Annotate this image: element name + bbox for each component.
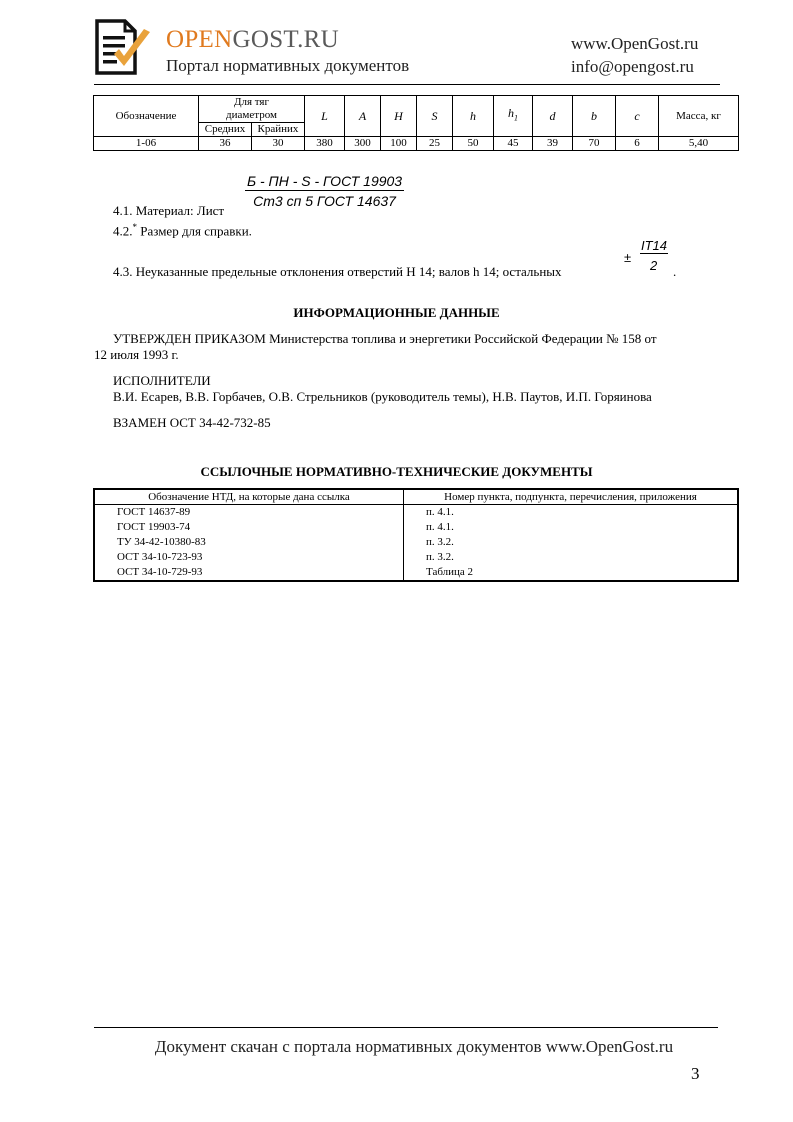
- cell: 1-06: [94, 137, 199, 151]
- cell: 6: [616, 137, 659, 151]
- info-heading: ИНФОРМАЦИОННЫЕ ДАННЫЕ: [293, 305, 500, 320]
- col-h: h: [453, 96, 494, 137]
- h1-label: h: [508, 106, 514, 121]
- tolerance-denominator: 2: [650, 258, 658, 273]
- page-number: 3: [691, 1064, 700, 1083]
- cell: 100: [381, 137, 417, 151]
- table-row: [94, 137, 739, 151]
- brand-part2: GOST.RU: [232, 26, 339, 53]
- footer-divider: [94, 1027, 718, 1028]
- email-link[interactable]: info@opengost.ru: [571, 57, 694, 76]
- h1-subscript: 1: [514, 113, 518, 123]
- col-S: S: [417, 96, 453, 137]
- note-4-2-number: 4.2.: [113, 223, 133, 239]
- refs-col-doc: Обозначение НТД, на которые дана ссылка: [94, 489, 404, 505]
- cell: 30: [252, 137, 305, 151]
- col-mass: Масса, кг: [659, 96, 739, 137]
- ref-clause: Таблица 2: [426, 566, 474, 578]
- ref-doc: ГОСТ 19903-74: [94, 520, 404, 535]
- col-c: c: [616, 96, 659, 137]
- cell: 70: [573, 137, 616, 151]
- cell: 380: [305, 137, 345, 151]
- tolerance-sign: ±: [624, 250, 632, 265]
- cell: 45: [494, 137, 533, 151]
- col-h1: [494, 96, 533, 137]
- col-designation: Обозначение: [94, 96, 199, 137]
- brand-part1: OPEN: [166, 26, 233, 53]
- table-row: [94, 565, 738, 581]
- refs-col-ref: Номер пункта, подпункта, перечисления, приложения: [404, 489, 739, 505]
- approved-line2: 12 июля 1993 г.: [94, 347, 179, 362]
- params-table: [93, 95, 739, 151]
- col-L: L: [305, 96, 345, 137]
- cell: 36: [199, 137, 252, 151]
- note-4-3-end: .: [673, 264, 677, 279]
- replaces-text: ВЗАМЕН ОСТ 34-42-732-85: [113, 415, 271, 430]
- footer-text: Документ скачан с портала нормативных документов www.OpenGost.ru: [154, 1037, 674, 1056]
- brand-name: [166, 26, 339, 54]
- logo-document-check-icon: [94, 18, 152, 76]
- formula-numerator: Б - ПН - S - ГОСТ 19903: [247, 173, 403, 189]
- table-row: [94, 505, 738, 521]
- cell: 50: [453, 137, 494, 151]
- executors-list: В.И. Есарев, В.В. Горбачев, О.В. Стрельников (руководитель темы), Н.В. Паутов, И.П. Горяинова: [113, 389, 652, 404]
- ref-doc: ТУ 34-42-10380-83: [94, 535, 404, 550]
- header-divider: [94, 84, 720, 85]
- ref-clause: п. 4.1.: [426, 506, 454, 518]
- col-H: H: [381, 96, 417, 137]
- table-row: [94, 520, 738, 535]
- approved-line1: УТВЕРЖДЕН ПРИКАЗОМ Министерства топлива и энергетики Российской Федерации № 158 от: [113, 331, 657, 346]
- ref-doc: ГОСТ 14637-89: [94, 505, 404, 521]
- refs-table: [93, 488, 739, 582]
- col-medium: Средних: [199, 123, 252, 137]
- table-row: [94, 550, 738, 565]
- rod-group-line1: Для тяг: [233, 96, 270, 108]
- col-rod-group: [199, 96, 305, 123]
- col-d: d: [533, 96, 573, 137]
- note-4-2-text: Размер для справки.: [137, 223, 252, 239]
- note-4-3: 4.3. Неуказанные предельные отклонения отверстий Н 14; валов h 14; остальных: [113, 264, 562, 279]
- cell: 25: [417, 137, 453, 151]
- col-extreme: Крайних: [252, 123, 305, 137]
- cell: 39: [533, 137, 573, 151]
- col-A: A: [345, 96, 381, 137]
- rod-group-line2: диаметром: [226, 109, 277, 121]
- col-b: b: [573, 96, 616, 137]
- executors-label: ИСПОЛНИТЕЛИ: [113, 373, 211, 388]
- ref-doc: ОСТ 34-10-729-93: [94, 565, 404, 581]
- portal-subtitle: Портал нормативных документов: [166, 56, 410, 75]
- ref-doc: ОСТ 34-10-723-93: [94, 550, 404, 565]
- note-4-2-mark: *: [132, 222, 137, 232]
- tolerance-numerator: IT14: [641, 238, 668, 253]
- material-formula: [245, 173, 404, 209]
- cell: 300: [345, 137, 381, 151]
- ref-clause: п. 4.1.: [426, 521, 454, 533]
- note-4-2: [113, 219, 252, 239]
- ref-clause: п. 3.2.: [426, 536, 454, 548]
- formula-denominator: Ст3 сп 5 ГОСТ 14637: [253, 193, 396, 209]
- table-row: [94, 535, 738, 550]
- cell: 5,40: [659, 137, 739, 151]
- website-link[interactable]: www.OpenGost.ru: [571, 34, 699, 53]
- ref-clause: п. 3.2.: [426, 551, 454, 563]
- refs-heading: ССЫЛОЧНЫЕ НОРМАТИВНО-ТЕХНИЧЕСКИЕ ДОКУМЕНТЫ: [200, 464, 593, 479]
- note-4-1: 4.1. Материал: Лист: [113, 203, 225, 218]
